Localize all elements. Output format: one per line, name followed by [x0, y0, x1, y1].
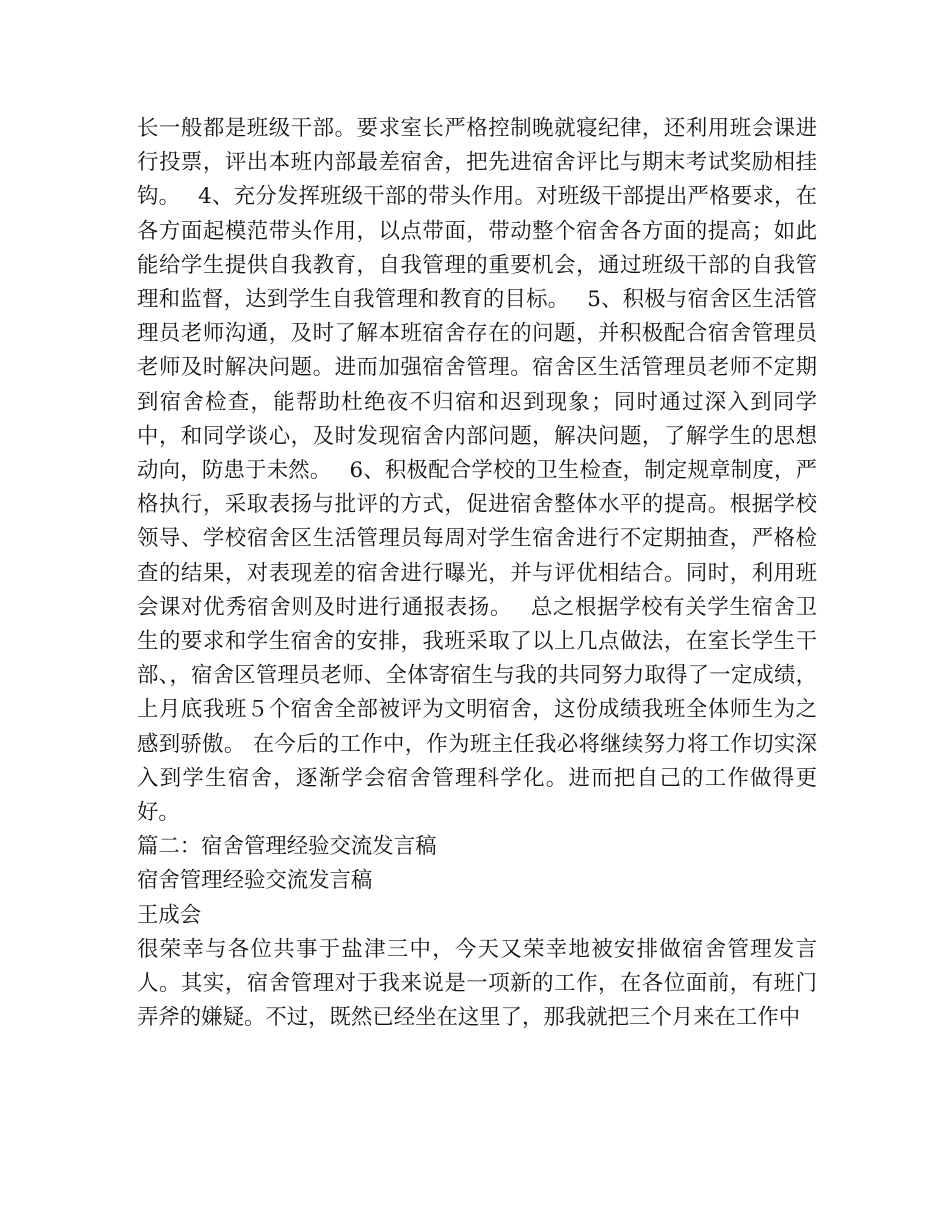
author-name: 王成会 [137, 902, 202, 928]
document-body [137, 112, 817, 1035]
article-title: 宿舍管理经验交流发言稿 [137, 868, 373, 894]
section-heading: 篇二：宿舍管理经验交流发言稿 [137, 834, 437, 860]
body-paragraph: 长一般都是班级干部。要求室长严格控制晚就寝纪律，还利用班会课进行投票，评出本班内部最差宿舍，把先进宿舍评比与期末考试奖励相挂钩。 4、充分发挥班级干部的带头作用。对班级干部提出严格要求，在各方面起模范带头作用，以点带面，带动整个宿舍各方面的提高；如此能给学生提供自我教育，自我管理的重要机会，通过班级干部的自我管理和监督，达到学生自我管理和教育的目标。 5、积极与宿舍区生活管理员老师沟通，及时了解本班宿舍存在的问题，并积极配合宿舍管理员老师及时解决问题。进而加强宿舍管理。宿舍区生活管理员老师不定期到宿舍检查，能帮助杜绝夜不归宿和迟到现象；同时通过深入到同学中，和同学谈心，及时发现宿舍内部问题，解决问题，了解学生的思想动向，防患于未然。 6、积极配合学校的卫生检查，制定规章制度，严格执行，采取表扬与批评的方式，促进宿舍整体水平的提高。根据学校领导、学校宿舍区生活管理员每周对学生宿舍进行不定期抽查，严格检查的结果，对表现差的宿舍进行曝光，并与评优相结合。同时，利用班会课对优秀宿舍则及时进行通报表扬。 总之根据学校有关学生宿舍卫生的要求和学生宿舍的安排，我班采取了以上几点做法，在室长学生干部、，宿舍区管理员老师、全体寄宿生与我的共同努力取得了一定成绩，上月底我班５个宿舍全部被评为文明宿舍，这份成绩我班全体师生为之感到骄傲。 在今后的工作中，作为班主任我必将继续努力将工作切实深入到学生宿舍，逐渐学会宿舍管理科学化。进而把自己的工作做得更好。 [137, 116, 817, 826]
body-paragraph: 很荣幸与各位共事于盐津三中，今天又荣幸地被安排做宿舍管理发言人。其实，宿舍管理对于我来说是一项新的工作，在各位面前，有班门弄斧的嫌疑。不过，既然已经坐在这里了，那我就把三个月来在工作中 [137, 936, 817, 1031]
